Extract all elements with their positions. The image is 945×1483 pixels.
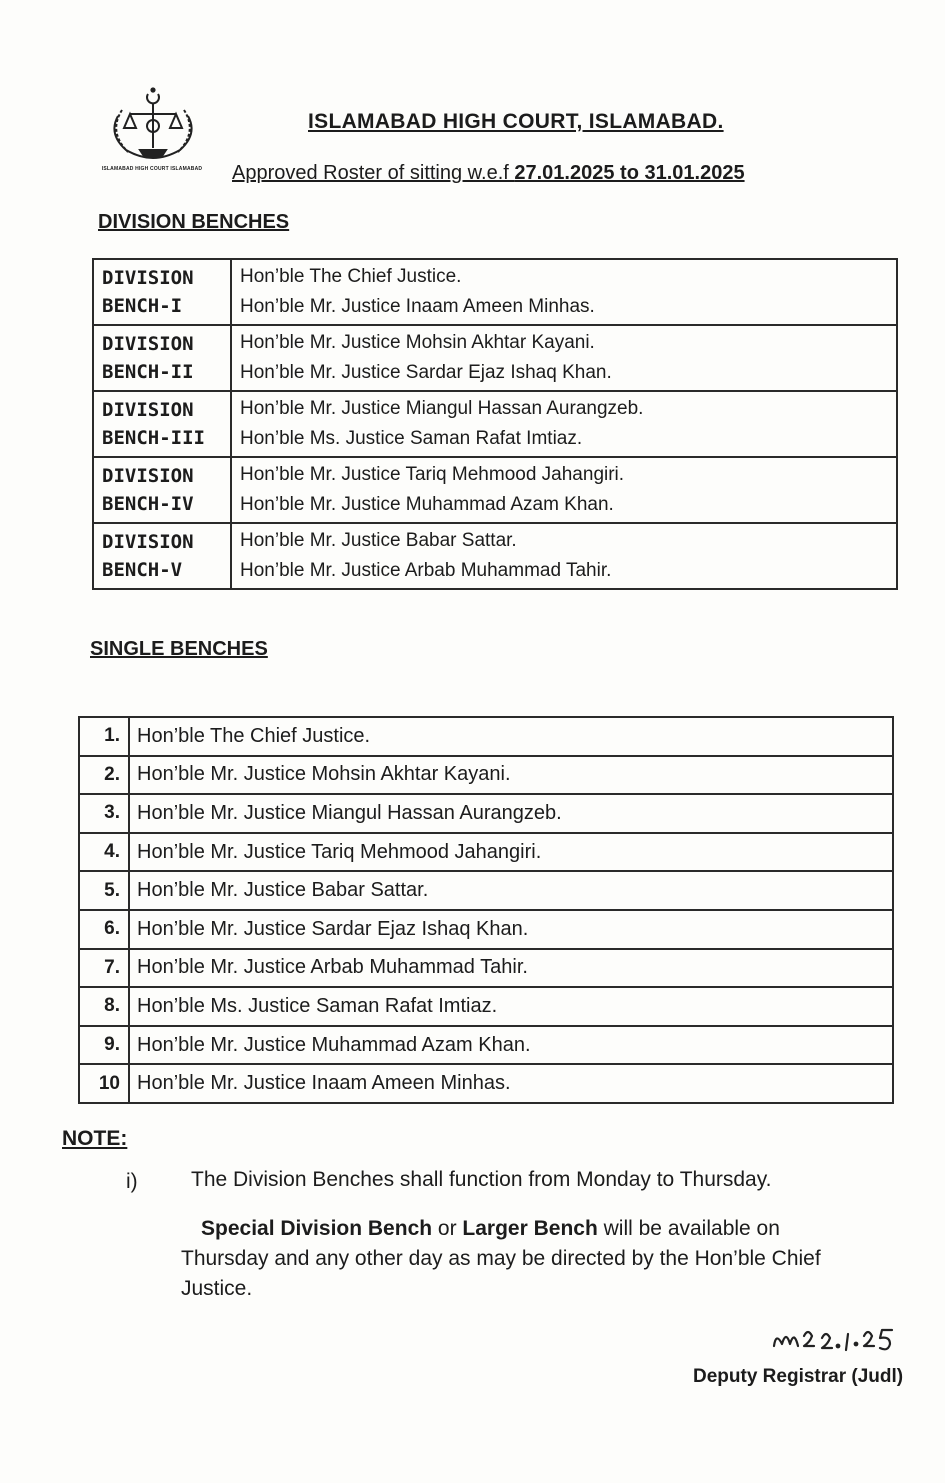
judge-name: Hon’ble Ms. Justice Saman Rafat Imtiaz.: [240, 428, 583, 449]
bench-label-line: DIVISION: [102, 399, 194, 421]
judge-name: Hon’ble Mr. Justice Arbab Muhammad Tahir.: [240, 560, 612, 581]
note-rest: will be available on Thursday and any other day as may be directed by the Hon’ble Chief Justice.: [181, 1217, 821, 1300]
table-row: [79, 949, 893, 988]
judge-name: Hon’ble Mr. Justice Inaam Ameen Minhas.: [129, 1064, 893, 1103]
bench-label-line: BENCH-V: [102, 559, 183, 581]
judge-name: Hon’ble Mr. Justice Miangul Hassan Aurangzeb.: [240, 398, 644, 419]
row-number: 9.: [79, 1026, 129, 1065]
row-number: 5.: [79, 871, 129, 910]
bench-judges: [231, 523, 897, 589]
judge-name: Hon’ble Mr. Justice Muhammad Azam Khan.: [240, 494, 614, 515]
handwritten-signature: [768, 1322, 898, 1370]
roster-prefix: Approved Roster of sitting w.e.f: [232, 162, 515, 184]
bench-label-line: DIVISION: [102, 267, 194, 289]
note-item-marker: i): [126, 1170, 138, 1193]
table-row: [79, 833, 893, 872]
table-row: [93, 325, 897, 391]
judge-name: Hon’ble Mr. Justice Babar Sattar.: [240, 530, 517, 551]
row-number: 8.: [79, 987, 129, 1026]
judge-name: Hon’ble Mr. Justice Miangul Hassan Aurangzeb.: [129, 794, 893, 833]
bench-label: [93, 325, 231, 391]
table-row: [79, 910, 893, 949]
judge-name: Hon’ble Mr. Justice Sardar Ejaz Ishaq Khan.: [240, 362, 612, 383]
roster-dates: 27.01.2025 to 31.01.2025: [514, 162, 745, 184]
bench-label: [93, 523, 231, 589]
bench-label-line: BENCH-I: [102, 295, 183, 317]
roster-subtitle: [232, 162, 745, 185]
note-paragraph: [181, 1214, 861, 1304]
judge-name: Hon’ble Mr. Justice Sardar Ejaz Ishaq Khan.: [129, 910, 893, 949]
table-row: [79, 756, 893, 795]
table-row: [79, 1064, 893, 1103]
judge-name: Hon’ble Mr. Justice Babar Sattar.: [129, 871, 893, 910]
single-benches-heading: SINGLE BENCHES: [90, 638, 268, 660]
judge-name: Hon’ble Mr. Justice Arbab Muhammad Tahir.: [129, 949, 893, 988]
note-or: or: [432, 1217, 463, 1240]
signature-date: 22.1.25: [828, 1354, 859, 1364]
row-number: 3.: [79, 794, 129, 833]
court-title: ISLAMABAD HIGH COURT, ISLAMABAD.: [308, 110, 724, 133]
table-row: [79, 717, 893, 756]
bench-judges: [231, 325, 897, 391]
deputy-registrar-title: Deputy Registrar (Judl): [693, 1366, 904, 1387]
bench-label: [93, 259, 231, 325]
bench-judges: [231, 457, 897, 523]
bench-label: [93, 391, 231, 457]
bench-label-line: BENCH-IV: [102, 493, 194, 515]
single-benches-table: [78, 716, 894, 1104]
judge-name: Hon’ble Mr. Justice Mohsin Akhtar Kayani.: [129, 756, 893, 795]
row-number: 6.: [79, 910, 129, 949]
bench-label-line: BENCH-II: [102, 361, 194, 383]
judge-name: Hon’ble The Chief Justice.: [129, 717, 893, 756]
scales-emblem-icon: [96, 86, 208, 166]
table-row: [79, 794, 893, 833]
table-row: [93, 457, 897, 523]
judge-name: Hon’ble Ms. Justice Saman Rafat Imtiaz.: [129, 987, 893, 1026]
table-row: [93, 523, 897, 589]
judge-name: Hon’ble The Chief Justice.: [240, 266, 462, 287]
table-row: [79, 871, 893, 910]
table-row: [79, 1026, 893, 1065]
table-row: [79, 987, 893, 1026]
note-larger-bench: Larger Bench: [462, 1217, 598, 1240]
note-item-text: The Division Benches shall function from Monday to Thursday.: [191, 1168, 772, 1191]
row-number: 7.: [79, 949, 129, 988]
table-row: [93, 391, 897, 457]
bench-label-line: DIVISION: [102, 531, 194, 553]
judge-name: Hon’ble Mr. Justice Inaam Ameen Minhas.: [240, 296, 595, 317]
judge-name: Hon’ble Mr. Justice Mohsin Akhtar Kayani.: [240, 332, 595, 353]
bench-label-line: DIVISION: [102, 333, 194, 355]
note-heading: NOTE:: [62, 1127, 128, 1150]
note-special-division-bench: Special Division Bench: [201, 1217, 433, 1240]
court-emblem: [96, 86, 208, 186]
bench-label-line: DIVISION: [102, 465, 194, 487]
bench-label: [93, 457, 231, 523]
bench-judges: [231, 391, 897, 457]
row-number: 2.: [79, 756, 129, 795]
row-number: 10: [79, 1064, 129, 1103]
judge-name: Hon’ble Mr. Justice Tariq Mehmood Jahangiri.: [240, 464, 625, 485]
emblem-caption: ISLAMABAD HIGH COURT ISLAMABAD: [101, 166, 203, 172]
judge-name: Hon’ble Mr. Justice Tariq Mehmood Jahangiri.: [129, 833, 893, 872]
division-benches-table: [92, 258, 898, 590]
table-row: [93, 259, 897, 325]
row-number: 4.: [79, 833, 129, 872]
bench-judges: [231, 259, 897, 325]
bench-label-line: BENCH-III: [102, 427, 205, 449]
division-benches-heading: DIVISION BENCHES: [98, 211, 290, 233]
row-number: 1.: [79, 717, 129, 756]
judge-name: Hon’ble Mr. Justice Muhammad Azam Khan.: [129, 1026, 893, 1065]
